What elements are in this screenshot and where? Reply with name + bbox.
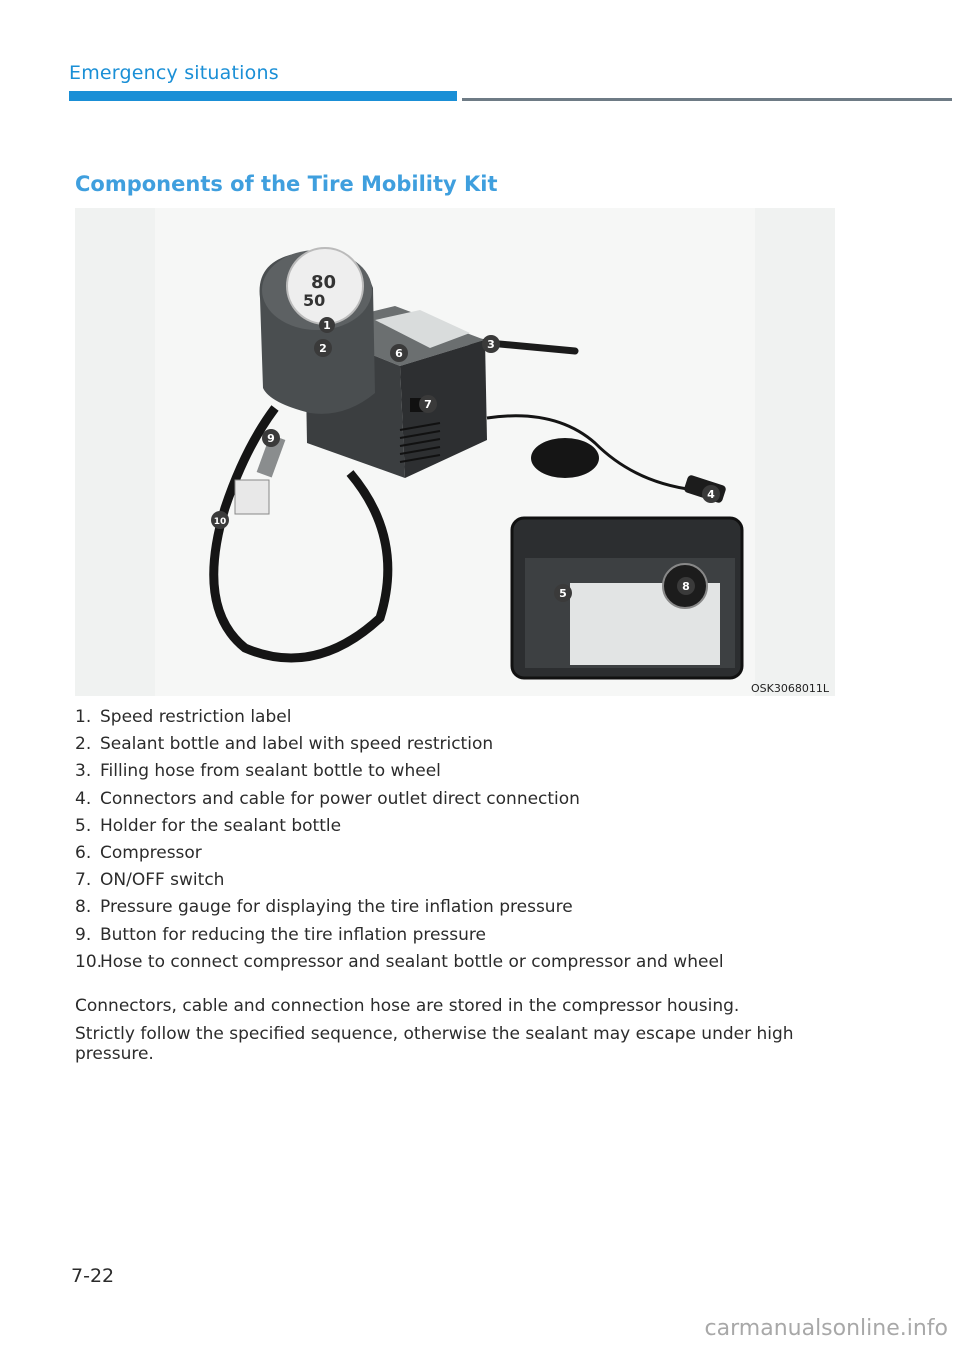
warning-paragraph: Strictly follow the specified sequence, otherwise the sealant may escape under high pressure. [75,1024,794,1064]
svg-text:80: 80 [311,272,337,293]
list-number: 3. [75,761,92,782]
svg-text:7: 7 [424,398,432,411]
list-text: Connectors and cable for power outlet direct connection [100,788,580,809]
callout-10 [211,511,229,529]
list-text: Filling hose from sealant bottle to wheel [100,761,441,782]
callout-3 [482,335,500,353]
watermark: carmanualsonline.info [704,1316,948,1341]
callout-8 [677,577,695,595]
svg-text:9: 9 [267,432,275,445]
figure-code: OSK3068011L [751,682,829,695]
list-text: Holder for the sealant bottle [100,815,342,836]
page-heading: Components of the Tire Mobility Kit [75,172,498,196]
storage-paragraph: Connectors, cable and connection hose are stored in the compressor housing. [75,996,740,1016]
list-text: Pressure gauge for displaying the tire inflation pressure [100,897,573,918]
list-text: Compressor [100,842,202,863]
list-text: Sealant bottle and label with speed restriction [100,734,494,755]
callout-9 [262,429,280,447]
list-text: Hose to connect compressor and sealant bottle or compressor and wheel [100,951,724,972]
list-number: 6. [75,842,92,863]
header-rule-blue [69,91,457,101]
callout-6 [390,344,408,362]
list-number: 5. [75,815,92,836]
svg-text:10: 10 [213,517,227,527]
list-number: 9. [75,924,92,945]
list-number: 1. [75,707,92,727]
list-number: 10. [75,951,103,972]
list-text: Speed restriction label [100,707,292,727]
callout-4 [702,485,720,503]
callout-7 [419,395,437,413]
list-number: 2. [75,734,92,755]
list-number: 8. [75,897,92,918]
page-number: 7-22 [71,1265,115,1287]
header-rule-gray [462,98,952,101]
list-number: 4. [75,788,92,809]
list-text: Button for reducing the tire inflation pressure [100,924,486,945]
section-title: Emergency situations [69,62,279,84]
svg-text:5: 5 [559,587,567,600]
svg-text:50: 50 [303,291,326,310]
svg-text:2: 2 [319,342,327,355]
callout-2 [314,339,332,357]
svg-text:4: 4 [707,488,715,501]
tire-kit-illustration [75,208,835,696]
svg-text:8: 8 [682,580,690,593]
svg-text:6: 6 [395,347,403,360]
list-number: 7. [75,870,92,891]
svg-text:1: 1 [323,319,331,332]
tire-kit-figure [75,208,835,696]
callout-1 [319,317,335,333]
svg-text:3: 3 [487,338,495,351]
callout-5 [554,584,572,602]
list-text: ON/OFF switch [100,870,225,891]
